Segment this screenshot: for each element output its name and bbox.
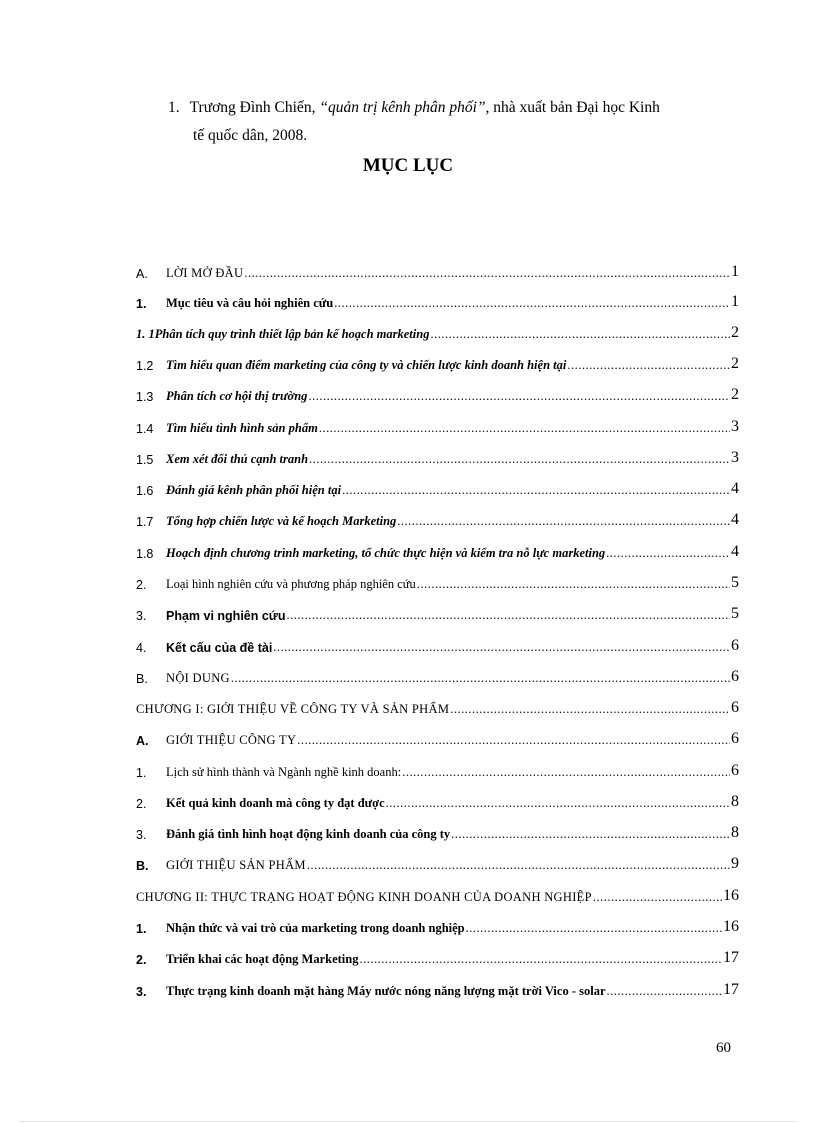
reference-entry (168, 94, 738, 150)
toc-text: Mục tiêu và câu hỏi nghiên cứu (166, 296, 334, 310)
toc-leader (386, 796, 730, 811)
toc-number: 1.5 (136, 453, 154, 467)
toc-text: LỜI MỞ ĐẦU (166, 266, 244, 280)
toc-text: GIỚI THIỆU SẢN PHẨM (166, 858, 306, 872)
toc-entry-nhan-thuc[interactable] (136, 912, 739, 936)
toc-number: 1.6 (136, 484, 154, 498)
toc-number: 1.8 (136, 547, 154, 561)
toc-entry-1-8[interactable] (136, 537, 739, 561)
toc-number: 1. (136, 766, 147, 780)
toc-number: 1.2 (136, 359, 154, 373)
reference-author: Trương Đình Chiến, (189, 99, 320, 116)
toc-leader (342, 483, 730, 498)
toc-number: 2. (136, 578, 147, 592)
toc-text: Triển khai các hoạt động Marketing (166, 952, 359, 966)
toc-number: 1.4 (136, 422, 154, 436)
toc-page: 2 (731, 355, 739, 372)
toc-text: Lịch sử hình thành và Ngành nghề kinh doanh: (166, 765, 402, 779)
toc-entry-a-gioi-thieu-cong-ty[interactable] (136, 724, 739, 748)
toc-leader (307, 858, 730, 873)
toc-leader (231, 671, 730, 686)
toc-entry-danh-gia[interactable] (136, 818, 739, 842)
toc-leader (402, 765, 730, 780)
toc-text: GIỚI THIỆU CÔNG TY (166, 733, 297, 747)
toc-page: 4 (731, 543, 739, 560)
toc-leader (308, 389, 730, 404)
reference-publisher: , nhà xuất bản Đại học Kinh (485, 99, 660, 116)
toc-page: 5 (731, 605, 739, 622)
toc-page: 17 (723, 949, 739, 966)
toc-entry-chuong-1[interactable] (136, 693, 739, 717)
toc-text: 1. 1Phân tích quy trình thiết lập bản kế hoạch marketing (136, 327, 430, 341)
toc-page: 4 (731, 511, 739, 528)
toc-entry-1-3[interactable] (136, 380, 739, 404)
toc-leader (466, 921, 722, 936)
toc-text: Hoạch định chương trình marketing, tổ chức thực hiện và kiểm tra nỗ lực marketing (166, 546, 606, 560)
toc-number: B. (136, 859, 149, 873)
toc-page: 6 (731, 762, 739, 779)
reference-number: 1. (168, 99, 180, 116)
reference-title: “quản trị kênh phân phối” (319, 99, 486, 116)
toc-entry-lich-su[interactable] (136, 756, 739, 780)
toc-page: 1 (731, 263, 739, 280)
page-bottom-divider (20, 1121, 796, 1122)
toc-leader (450, 702, 730, 717)
toc-entry-b-noi-dung[interactable] (136, 662, 739, 686)
toc-page: 5 (731, 574, 739, 591)
toc-leader (607, 984, 722, 999)
toc-entry-muc-tieu[interactable] (136, 287, 739, 311)
toc-text: Kết quả kinh doanh mà công ty đạt được (166, 796, 385, 810)
toc-page: 8 (731, 793, 739, 810)
toc-leader (593, 890, 722, 905)
toc-entry-1-6[interactable] (136, 474, 739, 498)
toc-page: 3 (731, 418, 739, 435)
toc-entry-3-pham-vi[interactable] (136, 599, 739, 623)
toc-title: MỤC LỤC (362, 155, 454, 176)
toc-number: 1.3 (136, 390, 154, 404)
toc-number: 3. (136, 985, 147, 999)
toc-entry-trien-khai[interactable] (136, 943, 739, 967)
toc-leader (334, 296, 730, 311)
toc-entry-1-4[interactable] (136, 412, 739, 436)
toc-page: 6 (731, 668, 739, 685)
toc-number: B. (136, 672, 148, 686)
toc-leader (430, 327, 730, 342)
toc-text: Đánh giá tình hình hoạt động kinh doanh của công ty (166, 827, 451, 841)
toc-number: 1. (136, 297, 147, 311)
toc-entry-1-7[interactable] (136, 505, 739, 529)
toc-page: 8 (731, 824, 739, 841)
toc-leader (417, 577, 730, 592)
toc-text: Thực trạng kinh doanh mặt hàng Máy nước nóng năng lượng mặt trời Vico - solar (166, 984, 606, 998)
toc-number: 4. (136, 641, 147, 655)
toc-text: Tổng hợp chiến lược và kế hoạch Marketing (166, 514, 397, 528)
toc-page: 3 (731, 449, 739, 466)
toc-leader (606, 546, 730, 561)
toc-text: Nhận thức và vai trò của marketing trong doanh nghiệp (166, 921, 465, 935)
toc-page: 9 (731, 855, 739, 872)
toc-entry-1-5[interactable] (136, 443, 739, 467)
toc-leader (451, 827, 730, 842)
toc-leader (297, 733, 730, 748)
toc-leader (273, 640, 730, 655)
toc-number: 1. (136, 922, 147, 936)
toc-text: CHƯƠNG II: THỰC TRẠNG HOẠT ĐỘNG KINH DOANH CỦA DOANH NGHIỆP (136, 890, 592, 904)
toc-text: Phạm vi nghiên cứu (166, 609, 286, 623)
toc-page: 2 (731, 324, 739, 341)
toc-text: Tìm hiểu tình hình sản phẩm (166, 421, 318, 435)
toc-text: NỘI DUNG (166, 671, 230, 685)
toc-entry-a-loi-mo-dau[interactable] (136, 257, 739, 281)
toc-page: 1 (731, 293, 739, 310)
reference-continuation: tế quốc dân, 2008. (193, 127, 308, 144)
toc-entry-b-gioi-thieu-san-pham[interactable] (136, 849, 739, 873)
toc-leader (567, 358, 730, 373)
toc-page: 6 (731, 637, 739, 654)
page-number: 60 (716, 1040, 731, 1056)
toc-number: A. (136, 267, 148, 281)
toc-number: 2. (136, 797, 147, 811)
toc-text: Tìm hiểu quan điểm marketing của công ty và chiến lược kinh doanh hiện tại (166, 358, 567, 372)
toc-entry-4-ket-cau[interactable] (136, 631, 739, 655)
toc-page: 17 (723, 981, 739, 998)
toc-leader (287, 608, 731, 623)
toc-number: 3. (136, 609, 147, 623)
toc-entry-1-1[interactable] (136, 318, 739, 342)
toc-number: A. (136, 734, 149, 748)
toc-entry-ket-qua[interactable] (136, 787, 739, 811)
toc-page: 16 (723, 887, 739, 904)
toc-page: 6 (731, 730, 739, 747)
toc-number: 2. (136, 953, 147, 967)
toc-text: Đánh giá kênh phân phối hiện tại (166, 483, 342, 497)
toc-leader (309, 452, 730, 467)
toc-text: Xem xét đối thủ cạnh tranh (166, 452, 309, 466)
toc-page: 4 (731, 480, 739, 497)
toc-entry-1-2[interactable] (136, 349, 739, 373)
toc-text: Kết cấu của đề tài (166, 641, 273, 655)
toc-text: CHƯƠNG I: GIỚI THIỆU VỀ CÔNG TY VÀ SẢN PHẨM (136, 702, 450, 716)
toc-leader (359, 952, 722, 967)
toc-leader (244, 266, 730, 281)
toc-leader (397, 514, 730, 529)
toc-page: 16 (723, 918, 739, 935)
toc-entry-chuong-2[interactable] (136, 881, 739, 905)
toc-entry-thuc-trang[interactable] (136, 975, 739, 999)
toc-page: 6 (731, 699, 739, 716)
toc-entry-2-loai-hinh[interactable] (136, 568, 739, 592)
toc-text: Loại hình nghiên cứu và phương pháp nghiên cứu (166, 577, 416, 591)
toc-leader (319, 421, 730, 436)
toc-text: Phân tích cơ hội thị trường (166, 389, 308, 403)
toc-number: 1.7 (136, 515, 154, 529)
toc-number: 3. (136, 828, 147, 842)
toc-page: 2 (731, 386, 739, 403)
